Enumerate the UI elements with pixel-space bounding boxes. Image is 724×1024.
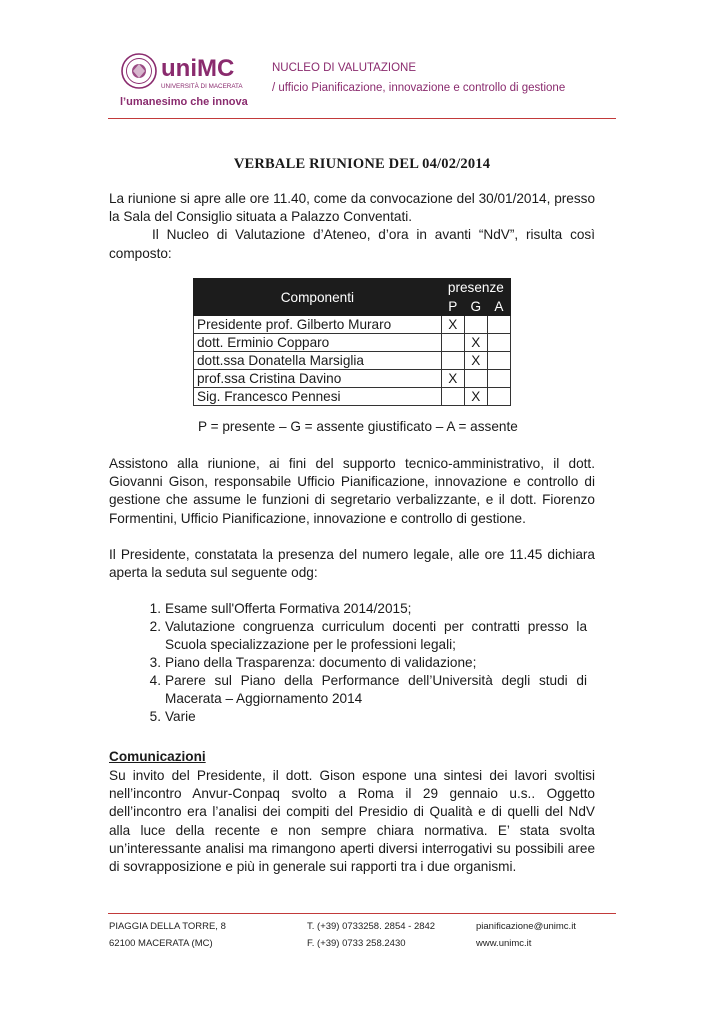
header-office-name: NUCLEO DI VALUTAZIONE xyxy=(272,62,416,74)
intro-paragraph-1: La riunione si apre alle ore 11.40, come da convocazione del 30/01/2014, presso la Sala del Consiglio situata a Palazzo Conventati. xyxy=(109,191,595,225)
mark-a xyxy=(487,334,510,352)
list-item-text: Piano della Trasparenza: documento di validazione; xyxy=(165,655,477,670)
mark-p xyxy=(441,352,464,370)
mark-g xyxy=(464,316,487,334)
list-item-number: 5. xyxy=(149,709,161,724)
mark-p: X xyxy=(441,370,464,388)
list-item-text: Parere sul Piano della Performance dell’Università degli studi di Macerata – Aggiornamento 2014 xyxy=(165,673,587,707)
comunicazioni-paragraph: Su invito del Presidente, il dott. Gison espone una sintesi dei lavori svoltisi nell’incontro Anvur-Conpaq svolto a Roma il 29 gennaio u.s.. Oggetto dell’incontro era l’analisi dei compiti del Presidio di Qualità e di quelli del NdV alla luce della recente e non sempre chiara normativa. E’ stata svolta un’interessante analisi ma rimangono aperti diversi interrogativi su possibili aree di sovrapposizione e più in generale sui rapporti tra i due organismi. xyxy=(109,768,595,875)
mark-g xyxy=(464,370,487,388)
seal-icon xyxy=(122,54,156,88)
assist-paragraph: Assistono alla riunione, ai fini del supporto tecnico-amministrativo, il dott. Giovanni Gison, responsabile Ufficio Pianificazione, innovazione e controllo di gestione che assume le funzioni di segretario verbalizzante, e il dott. Fiorenzo Formentini, Ufficio Pianificazione, innovazione e controllo di gestione. xyxy=(109,456,595,526)
member-name: Sig. Francesco Pennesi xyxy=(194,388,442,406)
footer-phone: T. (+39) 0733258. 2854 - 2842 xyxy=(307,921,436,932)
svg-text:uniMC: uniMC xyxy=(161,55,235,82)
table-header-row xyxy=(194,279,511,298)
member-name: dott. Erminio Copparo xyxy=(194,334,442,352)
mark-a xyxy=(487,352,510,370)
column-header-g: G xyxy=(464,297,487,316)
column-header-a: A xyxy=(487,297,510,316)
footer-website-link[interactable]: www.unimc.it xyxy=(476,938,532,949)
attendance-table xyxy=(193,278,511,406)
column-header-presenze: presenze xyxy=(441,279,510,298)
table-row xyxy=(194,388,511,406)
intro-section xyxy=(109,190,595,263)
footer-email-link[interactable]: pianificazione@unimc.it xyxy=(476,921,576,932)
member-name: dott.ssa Donatella Marsiglia xyxy=(194,352,442,370)
mark-g: X xyxy=(464,334,487,352)
section-heading-comunicazioni: Comunicazioni xyxy=(109,749,206,764)
mark-a xyxy=(487,388,510,406)
mark-p xyxy=(441,334,464,352)
svg-text:UNIVERSITÀ DI MACERATA: UNIVERSITÀ DI MACERATA xyxy=(161,83,243,90)
member-name: Presidente prof. Gilberto Muraro xyxy=(194,316,442,334)
list-item-number: 3. xyxy=(149,655,161,670)
footer-fax: F. (+39) 0733 258.2430 xyxy=(307,938,406,949)
document-title: VERBALE RIUNIONE DEL 04/02/2014 xyxy=(233,156,491,172)
footer-address-line-2: 62100 MACERATA (MC) xyxy=(109,938,213,949)
mark-a xyxy=(487,316,510,334)
table-legend: P = presente – G = assente giustificato – A = assente xyxy=(198,419,518,434)
svg-text:l’umanesimo che innova: l’umanesimo che innova xyxy=(120,96,248,108)
header-office-subtitle: / ufficio Pianificazione, innovazione e controllo di gestione xyxy=(272,82,566,94)
list-item-number: 4. xyxy=(149,673,161,688)
table-row xyxy=(194,334,511,352)
list-item-text: Varie xyxy=(165,709,196,724)
list-item-number: 2. xyxy=(149,619,161,634)
column-header-componenti: Componenti xyxy=(194,279,442,316)
university-logo xyxy=(120,52,255,112)
column-header-p: P xyxy=(441,297,464,316)
footer-address-line-1: PIAGGIA DELLA TORRE, 8 xyxy=(109,921,226,932)
mark-p: X xyxy=(441,316,464,334)
list-item-text: Valutazione congruenza curriculum docenti per contratti presso la Scuola specializzazione per le professioni legali; xyxy=(165,619,587,653)
header-divider xyxy=(108,118,616,119)
list-item-text: Esame sull'Offerta Formativa 2014/2015; xyxy=(165,601,412,616)
table-row xyxy=(194,352,511,370)
mark-g: X xyxy=(464,352,487,370)
table-row xyxy=(194,370,511,388)
mark-a xyxy=(487,370,510,388)
intro-paragraph-2: Il Nucleo di Valutazione d’Ateneo, d’ora in avanti “NdV”, risulta così composto: xyxy=(109,227,595,261)
table-row xyxy=(194,316,511,334)
list-item-number: 1. xyxy=(149,601,161,616)
footer-divider xyxy=(108,913,616,914)
mark-p xyxy=(441,388,464,406)
president-paragraph: Il Presidente, constatata la presenza del numero legale, alle ore 11.45 dichiara aperta la seduta sul seguente odg: xyxy=(109,547,595,581)
member-name: prof.ssa Cristina Davino xyxy=(194,370,442,388)
mark-g: X xyxy=(464,388,487,406)
